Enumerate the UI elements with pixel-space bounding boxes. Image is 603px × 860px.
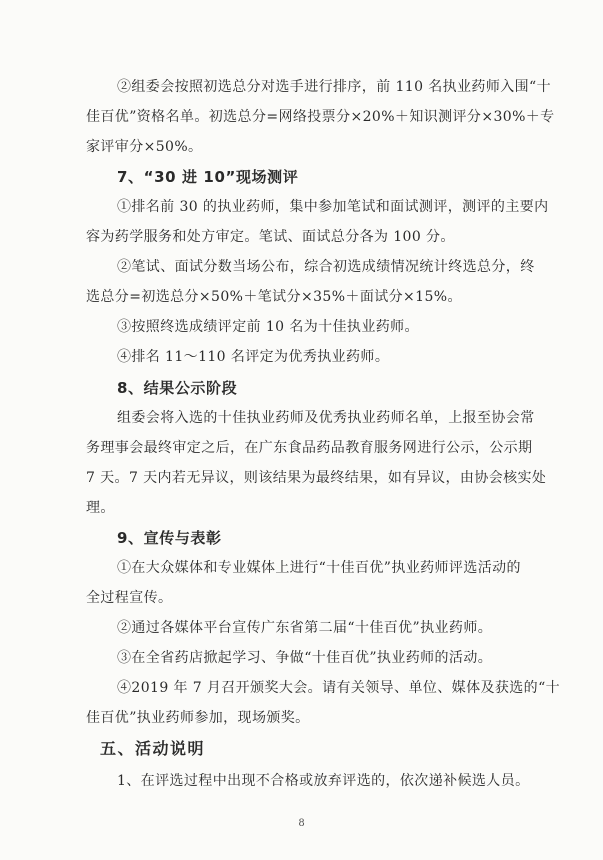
paragraph-line: ③按照终选成绩评定前 10 名为十佳执业药师。 [117, 319, 419, 335]
paragraph-line: 理。 [86, 500, 115, 516]
page-number: 8 [298, 818, 305, 829]
paragraph-line: 容为药学服务和处方审定。笔试、面试总分各为 100 分。 [86, 229, 455, 245]
section-heading-8: 8、结果公示阶段 [117, 379, 238, 397]
paragraph-line: ④排名 11～110 名评定为优秀执业药师。 [117, 349, 390, 365]
paragraph-line: ②组委会按照初选总分对选手进行排序，前 110 名执业药师入围“十 [117, 79, 551, 95]
paragraph-line: 7 天。7 天内若无异议，则该结果为最终结果，如有异议，由协会核实处 [86, 470, 547, 486]
paragraph-line: ①在大众媒体和专业媒体上进行“十佳百优”执业药师评选活动的 [117, 560, 521, 576]
paragraph-line: 务理事会最终审定之后，在广东食品药品教育服务网进行公示，公示期 [86, 440, 533, 456]
section-heading-9: 9、宣传与表彰 [117, 529, 222, 547]
chapter-heading-5: 五、活动说明 [100, 739, 206, 758]
paragraph-line: 1、在评选过程中出现不合格或放弃评选的，依次递补候选人员。 [117, 773, 530, 789]
section-heading-7: 7、“30 进 10”现场测评 [117, 168, 299, 186]
paragraph-line: 组委会将入选的十佳执业药师及优秀执业药师名单，上报至协会常 [117, 410, 535, 426]
paragraph-line: ②通过各媒体平台宣传广东省第二届“十佳百优”执业药师。 [117, 620, 493, 636]
paragraph-line: 家评审分×50%。 [86, 139, 203, 155]
paragraph-line: 全过程宣传。 [86, 590, 173, 606]
paragraph-line: ②笔试、面试分数当场公布，综合初选成绩情况统计终选总分，终 [117, 259, 535, 275]
paragraph-line: 佳百优”资格名单。初选总分=网络投票分×20%＋知识测评分×30%＋专 [86, 109, 555, 125]
paragraph-line: 佳百优”执业药师参加，现场颁奖。 [86, 710, 310, 726]
paragraph-line: ④2019 年 7 月召开颁奖大会。请有关领导、单位、媒体及获选的“十 [117, 680, 561, 696]
paragraph-line: ③在全省药店掀起学习、争做“十佳百优”执业药师的活动。 [117, 650, 493, 666]
paragraph-line: ①排名前 30 的执业药师，集中参加笔试和面试测评，测评的主要内 [117, 199, 549, 215]
paragraph-line: 选总分=初选总分×50%＋笔试分×35%＋面试分×15%。 [86, 289, 462, 305]
